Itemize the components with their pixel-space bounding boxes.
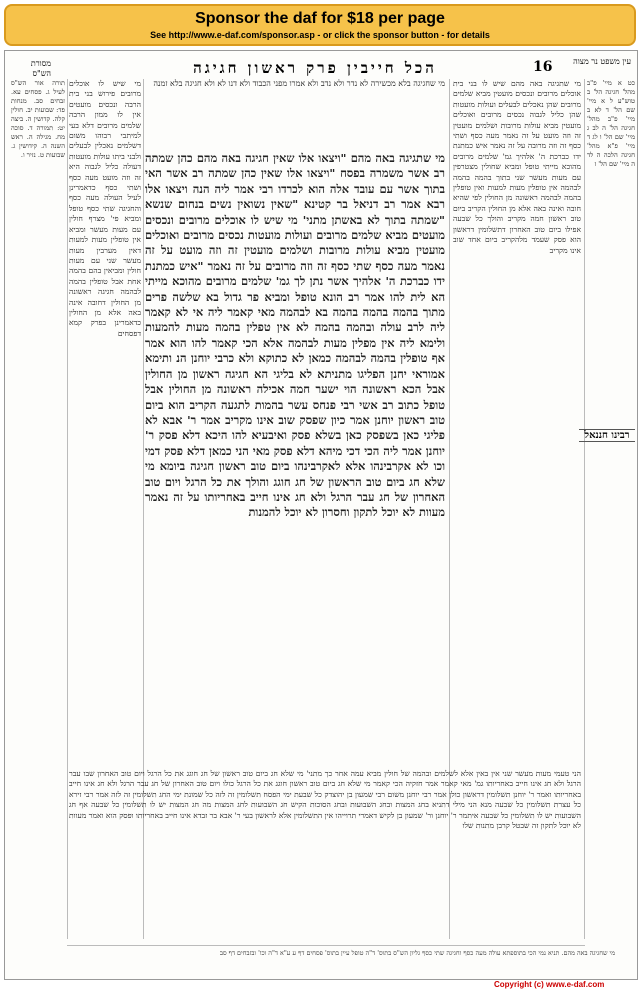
bottom-commentary: הני טעמי מעות מעשר שני אין באין אלא לשלמים ובהמה של חולין מביא עמה אחר כך מתני' מי שלא חג ביום טוב ראשון של חג חוגג את כל הרגל ויום טוב האחרון שבו עבר הרגל ולא חג אינו חייב באחריותו גמ' מאי קאמר אמר חזקיה הכי קאמר מי שלא חג ביום טוב ראשון חוגג את כל הרגל כולו ויום טוב האחרון של חג עבר הרגל ולא חג אינו חייב באחריותו ואמר ר' יוחנן תשלומין דראשון כולן אמר רבי יוחנן משום רבי שמעון בן יהוצדק כל שבעת ימי הפסח תשלומין זה לזה כל שמונת ימי החג תשלומין זה לזה אמר רבי זירא כל עצרת תשלומין כל שבעה מנא הני מילי דתניא בחג המצות ובחג השבועות ובחג הסוכות הקיש חג השבועות לחג המצות מה חג המצות יש לו תשלומין כל שבעה אף חג השבועות יש לו תשלומין כל שבעה איתמר ר' יוחנן ור' שמעון בן לקיש דאמרי תרוייהו אין התשלומין אלא לראשון בעי ר' אבא בר זבדא אינו חייב באחריותו ופסק הוא ואמר מעוות לא יוכל לתקון זה שבטל קרבן מתנות שלו	[69, 769, 581, 831]
ein-mishpat-label: עין משפט נר מצוה	[573, 57, 631, 66]
gemara-top-text: מי שחגיגה בלא מכשירה לא נדר ולא נדב ולא אמרו מפני הכבוד ולא דנו לא ולא חגיגה בלא זמנה	[153, 79, 445, 88]
column-divider	[584, 79, 585, 939]
footnote-text: מי שחגיגה באה מהם. תניא נמי הכי בתוספתא עולה מעה כסף וחגיגה שתי כסף גליון הש"ס בתוס' ד"ה טופל עיין בתוס' פסחים דף ע ע"א ד"ה וכו' ובזבחים דף סב	[219, 949, 615, 957]
page-header	[5, 59, 637, 81]
ein-mishpat-margin: כט א מיי' פ"ב מהל' חגיגה הל' ב טוש"ע ל א מיי' שם הל' ד לא ב מיי' פ"ב מהל' חגיגה הל' ה לב ג מיי' שם הל' ו לג ד מיי' פ"א מהל' חגיגה הלכה ה לד ה מיי' שם הל' ז	[587, 79, 635, 168]
sponsor-banner[interactable]	[4, 4, 636, 46]
torah-or-margin: תורה אור הש"ס לעיל ג. פסחים עא. זבחים סב. מנחות פד: שבועות יב. חולין קלה. קדושין ה. ביצה יט: תמורה ד. סוכה מח. מגילה ה. ראש השנה ה. קידושין ג. שבועות ט. נזיר ו.	[11, 79, 65, 159]
page-title: הכל חייבין פרק ראשון חגיגה	[193, 59, 437, 77]
copyright-link[interactable]: Copyright (c) www.e-daf.com	[494, 980, 605, 989]
sponsor-subtitle[interactable]: See http://www.e-daf.com/sponsor.asp - or click the sponsor button - for details	[150, 30, 490, 40]
talmud-page	[4, 50, 638, 980]
tosafot-commentary: מי שיש לו אוכלים מרובים פירוש בני בית הרבה ונכסים מועטים אין לו ממון הרבה שלמים מרובים דלא בעי למיתבי רבוהו משום דשלמים נאכלין לבעלים ולבני ביתו עולות מועטות דעולה כליל לגבוה היא זה וזה מועט מעה כסף ושתי כסף כדאמרינן לעיל העולה מעה כסף והחגיגה שתי כסף טופל ומביא פי' מצרף חולין עם מעות מעשר ומביא אין טופלין מעות למעות דאין מערבין מעות מעשר שני עם מעות חולין ומביאין בהם בהמה אחת אבל טופלין בהמה לבהמה חגיגה ראשונה מן החולין דחובה אינה באה אלא מן החולין כדאמרינן בפרק קמא דפסחים	[69, 79, 141, 338]
rashi-commentary: מי שתגיגה באה מהם שיש לו בני בית אוכלים מרובים ונכסים מועטין מביא שלמים מרובים שהן נאכלים לבעלים ועולות מועטות שהן כליל לגבוה נכסים מרובים ואוכלים מועטין מביא עולות מרובות ושלמים מועטין זה וזה מועט על זה נאמר מעה כסף ושתי כסף זה וזה מרובה על זה נאמר איש כמתנת ידו כברכת ה' אלהיך גמ' שלמים מרובים מהוכא מייתי טופל ומביא שחולין מצטרפין עם מעות מעשר שני בתוך בהמה בהמה לבהמה אין טופלין מעות למעות ואין טופלין בהמה לבהמה ראשונה מן החולין לפי שהיא חובה ואינה באה אלא מן החולין הקריב ביום טוב ראשון חמה מקריב והולך כל שבעה אפילו ביום טוב האחרון דתשלומין דראשון הוא פסק שעמד מלהקריב ביום אחד שוב אינו מקריב	[453, 79, 581, 255]
masoret-label: מסורת הש"ס	[30, 59, 51, 78]
page-number: 16	[533, 59, 553, 75]
column-divider	[67, 79, 68, 939]
rabbenu-chananel-heading: רבינו חננאל	[579, 429, 635, 442]
sponsor-title[interactable]: Sponsor the daf for $18 per page	[195, 10, 445, 27]
gemara-main-text: מי שתגיגה באה מהם "ויצאו אלו שאין חגיגה באה מהם כהן שמתה רב אשר משמרה בפסח "ויצאו אלו שאין כהן שמתה רב אשר האי בתוך אשר עם עובד אלה הוא לכרדו רבי אמר ליה הנה ויצאו אלו רבא אמר רב דניאל בר קטינא "שאין נשואין נשים בנחום שנשא "שמתה בתוך לא באשתן מתני' מי שיש לו אוכלים מרובים ונכסים מועטים מביא שלמים מרובים ועולות מועטות נכסים מרובים ואוכלים מועטין מביא עולות מרובות ושלמים מועטין זה וזה מועט על זה נאמר מעה כסף שתי כסף זה וזה מרובים על זה נאמר "איש כמתנת ידו כברכת ה' אלהיך אשר נתן לך גמ' שלמים מרובים מהוכא מייתי הא לית להו אמר רב הונא טופל ומביא פר גדול בא שלשה פרים מתוך בהמה בהמה בהמה בא לבהמה מאי קאמר ליה אי לא קאמר ליה לרב עולה ובהמה בהמה לא אין טפלין בהמה מעות להמעות ולימא ליה אין מפלין מעות לבהמה אלא הכי קאמר להו הוא אמר אף טופלין בהמה לבהמה כמאן לא כתוקא ולא כרבי יוחנן הנ ותימא אמוראי יחנן הפליגו מתניתא לא בליגי הא חגיגה ראשון מן החולין אבל הכא ראשונה הוי ישער חמה אכילה ראשונה מן החולין אבל טופל כתוב רב אשי רבי פנחס עשר בהמות לתגעה הקריב הוא ביום טוב ראשון יוחנן אמר כיון שפסק שוב אינו מקריב אמר ר' אבא לא פליגי כאן בשפסק כאן בשלא פסק ואיבעיא להו היכא דלא פסק ר' יוחנן אמר ליה הכי דכי מיהא דלא פסק מאי הני כמאן דלא פסק דמי וכו לא אקרבינהו אלא לאקרבינהו ביום טוב ראשון חגיגה ביומא מי שלא חג ביום טוב הראשון של חג חוגג והולך את כל הרגל ויום טוב האחרון של חג עבר הרגל ולא חג אינו חייב באחריותו על זה נאמר מעוות לא יוכל לתקון וחסרון לא יוכל להמנות	[145, 151, 445, 520]
footnote-divider	[67, 945, 585, 946]
